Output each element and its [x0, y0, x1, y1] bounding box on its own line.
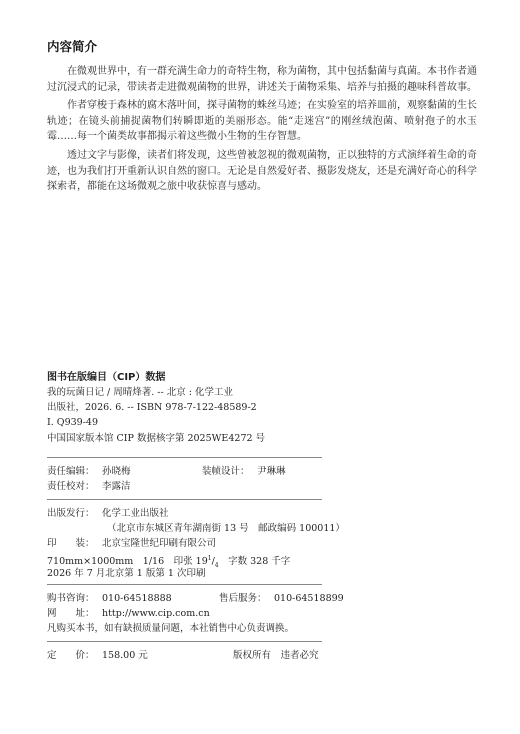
- publisher-name: 化学工业出版社: [102, 508, 169, 519]
- publisher-address: （北京市东城区青年湖南街 13 号 邮政编码 100011）: [107, 523, 345, 534]
- publisher-block: [47, 506, 477, 581]
- editors-block: [47, 464, 477, 494]
- service-label: 售后服务：: [219, 593, 267, 604]
- intro-paragraph-2: 作者穿梭于森林的腐木落叶间，探寻菌物的蛛丝马迹；在实验室的培养皿前，观察黏菌的生长轨迹；在镜头前捕捉菌物们转瞬即逝的美丽形态。能“走迷宫”的刚丝绒泡菌、喷射孢子的水玉霉……每一个菌类故事都揭示着这些微小生物的生存智慧。: [47, 100, 477, 143]
- service-phone: 010-64518899: [274, 593, 344, 604]
- intro-paragraph-3: 透过文字与影像，读者们将发现，这些曾被忽视的微观菌物，正以独特的方式演绎着生命的奇迹，也为我们打开重新认识自然的窗口。无论是自然爱好者、摄影发烧友，还是充满好奇心的科学探索者，都能在这场微观之旅中收获惊喜与感动。: [47, 149, 477, 193]
- proofreader-name: 李露洁: [102, 481, 131, 492]
- edition-info: 2026 年 7 月北京第 1 版第 1 次印刷: [47, 568, 206, 579]
- editor-label: 责任编辑：: [47, 466, 95, 477]
- price-block: [47, 648, 477, 663]
- price-label: 定 价：: [47, 650, 95, 661]
- notice-text: 凡购买本书，如有缺损质量问题，本社销售中心负责调换。: [47, 623, 295, 634]
- print-label: 印 装：: [47, 538, 95, 549]
- divider: [47, 499, 322, 500]
- divider: [47, 584, 322, 585]
- printer-name: 北京宝隆世纪印刷有限公司: [102, 538, 217, 549]
- intro-text: [47, 64, 477, 198]
- cip-line-2: 出版社，2026. 6. -- ISBN 978-7-122-48589-2: [47, 402, 257, 413]
- rights-notice: 版权所有 违者必究: [233, 650, 319, 661]
- contact-block: [47, 591, 477, 636]
- intro-paragraph-1: 在微观世界中，有一群充满生命力的奇特生物，称为菌物，其中包括黏菌与真菌。本书作者通过沉浸式的记录，带读者走进微观菌物的世界，讲述关于菌物采集、培养与拍摄的趣味科普故事。: [47, 66, 477, 93]
- divider: [47, 457, 322, 458]
- designer-label: 装帧设计：: [202, 466, 250, 477]
- intro-title: 内容简介: [47, 39, 98, 54]
- format-info: 710mm×1000mm 1/16 印张 $19^1/_4$ 字数 328 千字: [47, 555, 291, 570]
- editor-name: 孙晓梅: [102, 466, 131, 477]
- buy-phone: 010-64518888: [102, 593, 172, 604]
- web-label: 网 址：: [47, 608, 95, 619]
- designer-name: 尹琳琳: [257, 466, 286, 477]
- cip-line-3: Ⅰ. Q939-49: [47, 417, 99, 428]
- website-link[interactable]: http://www.cip.com.cn: [102, 608, 210, 619]
- cip-line-4: 中国国家版本馆 CIP 数据核字第 2025WE4272 号: [47, 433, 266, 444]
- cip-line-1: 我的玩菌日记 / 周晴烽著. -- 北京 : 化学工业: [47, 387, 233, 398]
- cip-title: 图书在版编目（CIP）数据: [47, 372, 166, 383]
- proofreader-label: 责任校对：: [47, 481, 95, 492]
- issue-label: 出版发行：: [47, 508, 95, 519]
- price-value: 158.00 元: [102, 650, 148, 661]
- buy-label: 购书咨询：: [47, 593, 95, 604]
- cip-block: [47, 370, 477, 446]
- divider: [47, 641, 322, 642]
